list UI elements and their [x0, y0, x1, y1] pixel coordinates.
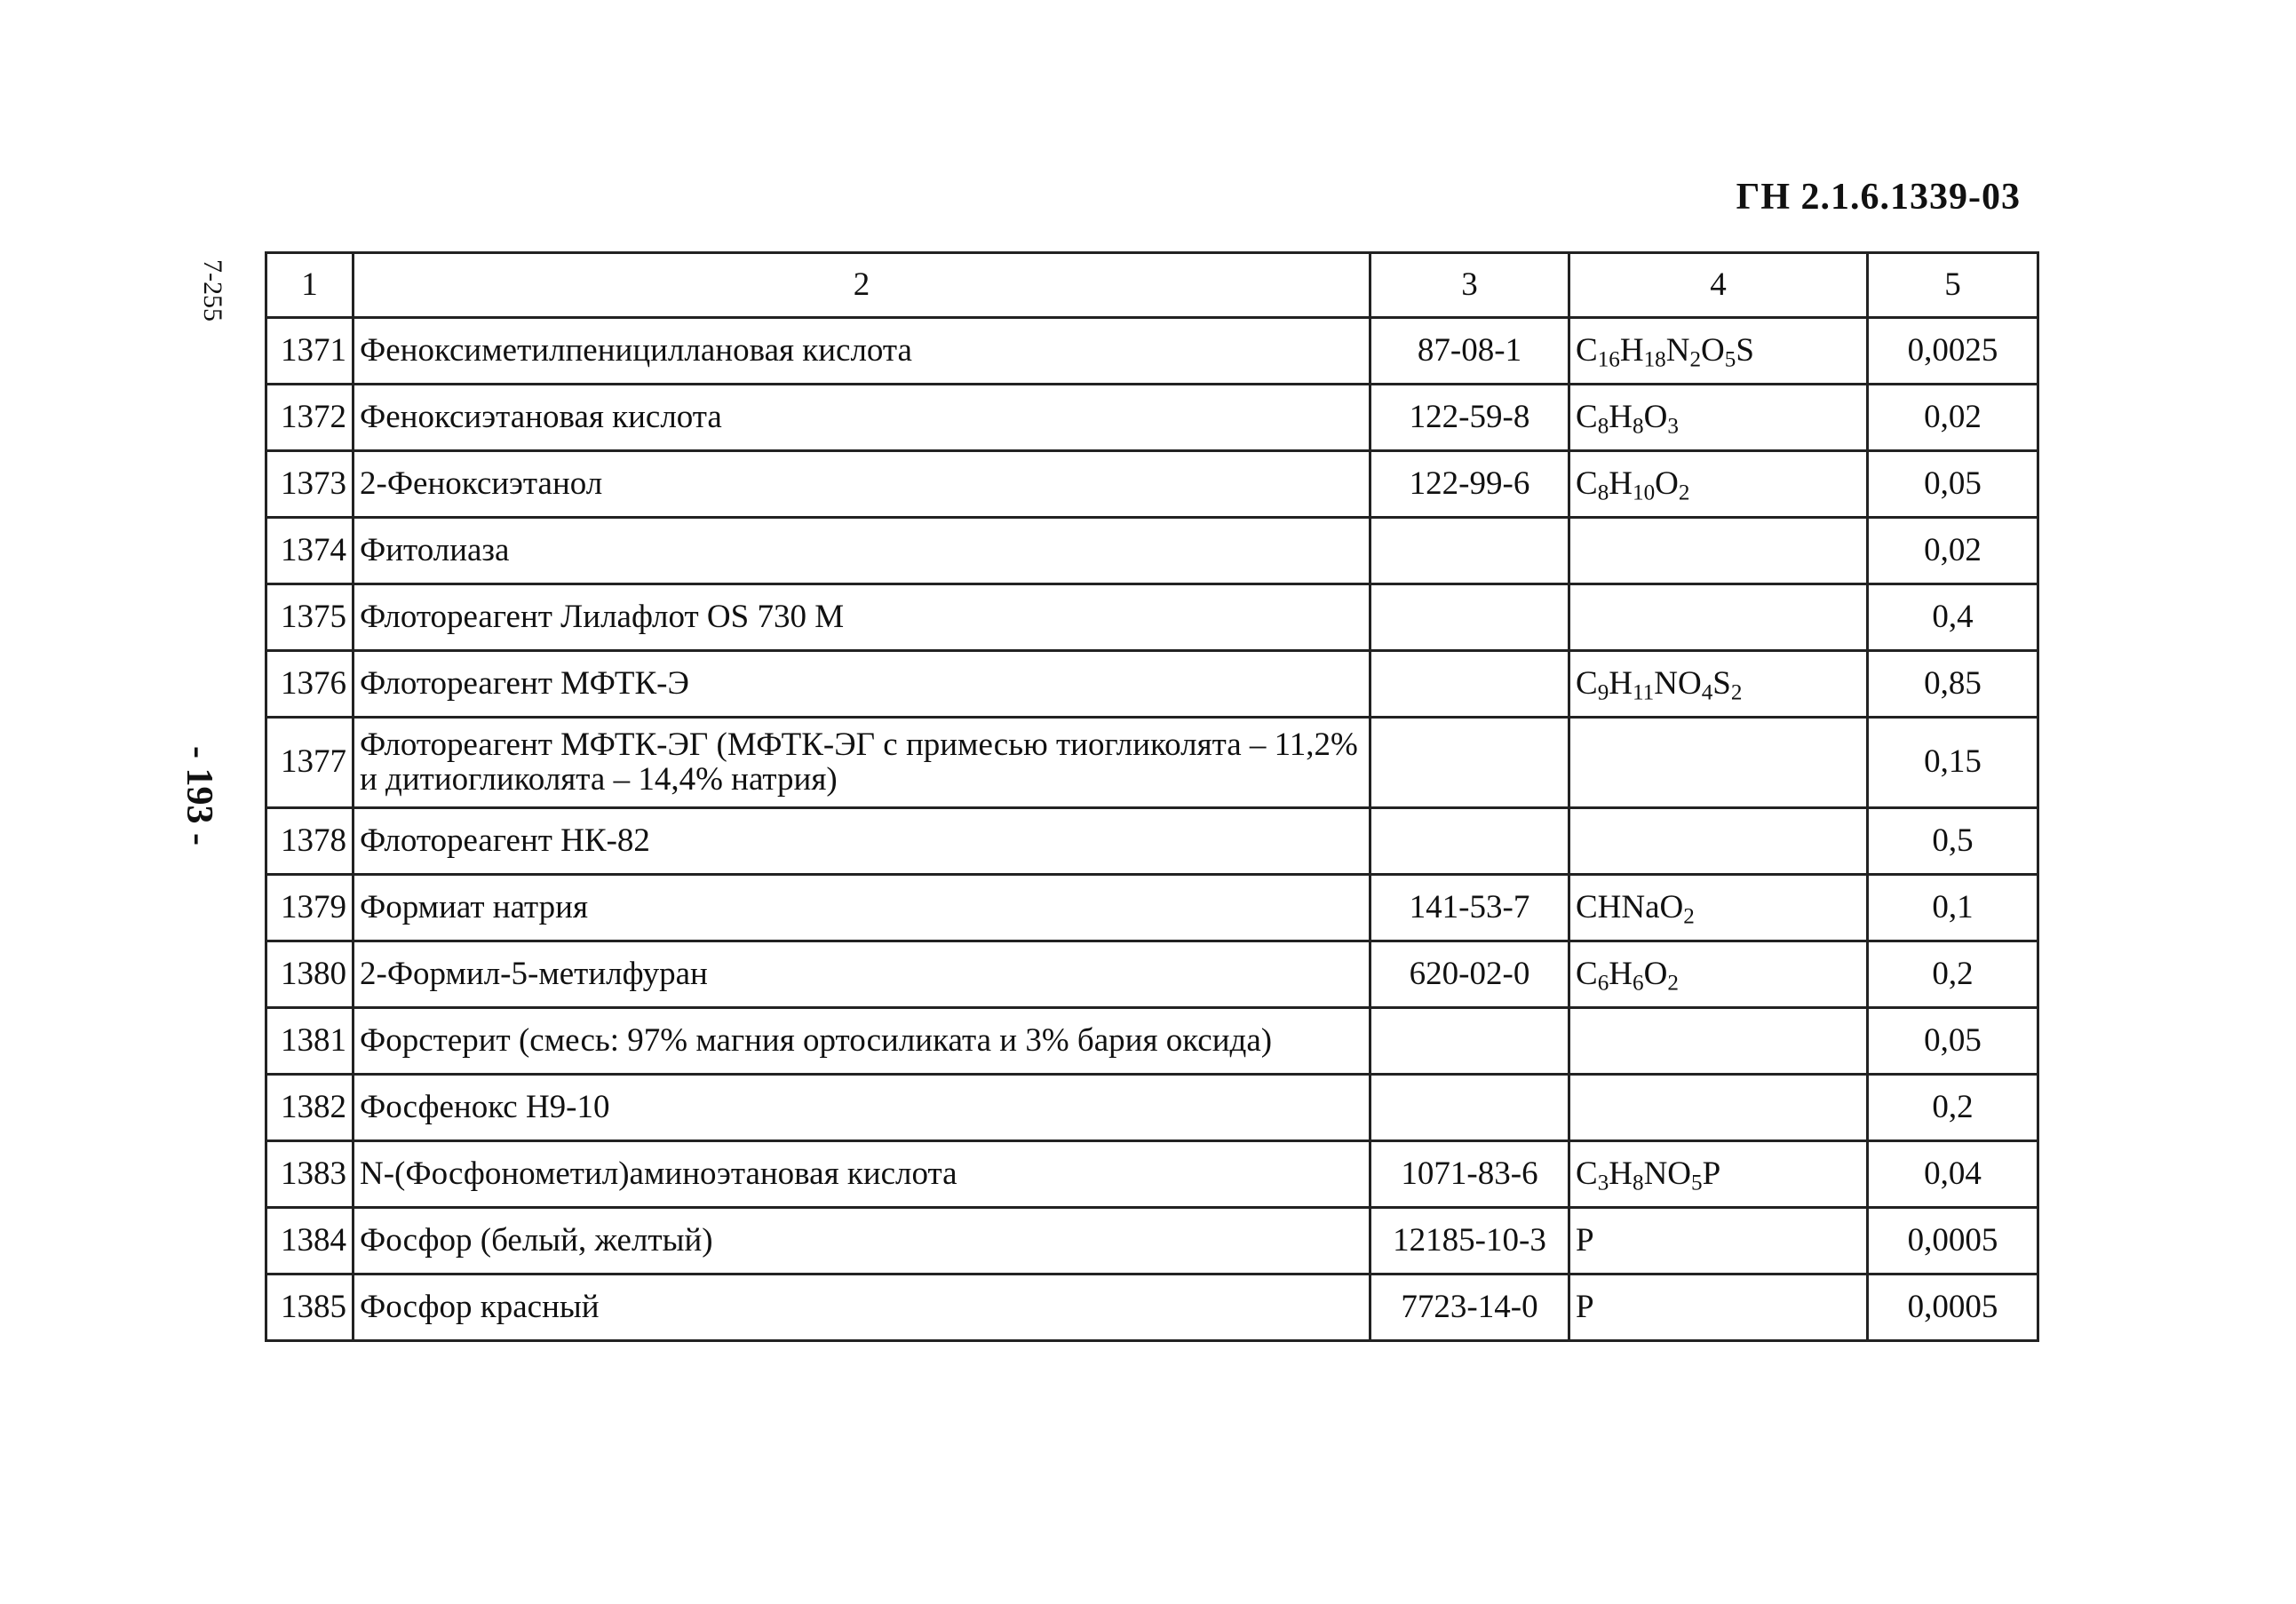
substance-name: Флотореагент НК-82	[354, 808, 1370, 875]
substance-name: Флотореагент МФТК-Э	[354, 651, 1370, 718]
cas-number: 87-08-1	[1370, 318, 1569, 385]
row-number: 1372	[266, 385, 354, 451]
chemical-formula: $C_8H_8O_3$	[1569, 385, 1868, 451]
column-header-5: 5	[1868, 253, 2038, 318]
limit-value: 0,04	[1868, 1141, 2038, 1208]
table-row	[266, 584, 2038, 651]
chemical-formula: $C_3H_8NO_5P$	[1569, 1141, 1868, 1208]
cas-number: 7723-14-0	[1370, 1274, 1569, 1341]
side-note: 7-255	[198, 259, 227, 322]
substance-name: 2-Феноксиэтанол	[354, 451, 1370, 518]
table-row	[266, 651, 2038, 718]
row-number: 1373	[266, 451, 354, 518]
table-row	[266, 1075, 2038, 1141]
limit-value: 0,0005	[1868, 1208, 2038, 1274]
substance-name: Фосфор (белый, желтый)	[354, 1208, 1370, 1274]
cas-number	[1370, 808, 1569, 875]
column-header-3: 3	[1370, 253, 1569, 318]
row-number: 1374	[266, 518, 354, 584]
row-number: 1379	[266, 875, 354, 941]
row-number: 1375	[266, 584, 354, 651]
row-number: 1385	[266, 1274, 354, 1341]
substance-name: Фитолиаза	[354, 518, 1370, 584]
page-number: - 193 -	[179, 746, 219, 846]
limit-value: 0,4	[1868, 584, 2038, 651]
table-row	[266, 385, 2038, 451]
substance-name: Фосфор красный	[354, 1274, 1370, 1341]
limit-value: 0,0025	[1868, 318, 2038, 385]
cas-number	[1370, 1075, 1569, 1141]
cas-number: 12185-10-3	[1370, 1208, 1569, 1274]
table-header-row	[266, 253, 2038, 318]
cas-number	[1370, 718, 1569, 808]
chemical-formula	[1569, 1075, 1868, 1141]
row-number: 1380	[266, 941, 354, 1008]
chemical-formula	[1569, 1008, 1868, 1075]
cas-number: 122-99-6	[1370, 451, 1569, 518]
substance-name: Формиат натрия	[354, 875, 1370, 941]
limit-value: 0,1	[1868, 875, 2038, 941]
document-code: ГН 2.1.6.1339-03	[1736, 177, 2021, 218]
limit-value: 0,05	[1868, 1008, 2038, 1075]
table-row	[266, 318, 2038, 385]
chemical-formula	[1569, 518, 1868, 584]
cas-number: 620-02-0	[1370, 941, 1569, 1008]
cas-number: 1071-83-6	[1370, 1141, 1569, 1208]
substance-name: Форстерит (смесь: 97% магния ортосиликата и 3% бария оксида)	[354, 1008, 1370, 1075]
row-number: 1384	[266, 1208, 354, 1274]
cas-number	[1370, 584, 1569, 651]
substance-name: Флотореагент Лилафлот OS 730 М	[354, 584, 1370, 651]
table-row	[266, 1208, 2038, 1274]
cas-number	[1370, 518, 1569, 584]
chemical-formula: CHNaO$_2$	[1569, 875, 1868, 941]
table-row	[266, 518, 2038, 584]
limit-value: 0,2	[1868, 1075, 2038, 1141]
limit-value: 0,85	[1868, 651, 2038, 718]
row-number: 1377	[266, 718, 354, 808]
chemical-formula	[1569, 718, 1868, 808]
cas-number: 122-59-8	[1370, 385, 1569, 451]
row-number: 1376	[266, 651, 354, 718]
chemical-formula: $C_8H_{10}O_2$	[1569, 451, 1868, 518]
limit-value: 0,5	[1868, 808, 2038, 875]
table-row	[266, 451, 2038, 518]
limit-value: 0,02	[1868, 385, 2038, 451]
chemical-formula	[1569, 584, 1868, 651]
row-number: 1381	[266, 1008, 354, 1075]
table-row	[266, 1141, 2038, 1208]
row-number: 1383	[266, 1141, 354, 1208]
chemical-formula: $C_{16}H_{18}N_2O_5S$	[1569, 318, 1868, 385]
limit-value: 0,05	[1868, 451, 2038, 518]
limit-value: 0,2	[1868, 941, 2038, 1008]
substances-table	[265, 251, 2039, 1342]
substance-name: Феноксиметилпенициллановая кислота	[354, 318, 1370, 385]
limit-value: 0,02	[1868, 518, 2038, 584]
table-row	[266, 875, 2038, 941]
row-number: 1371	[266, 318, 354, 385]
cas-number: 141-53-7	[1370, 875, 1569, 941]
table-row	[266, 1008, 2038, 1075]
table-row	[266, 1274, 2038, 1341]
limit-value: 0,0005	[1868, 1274, 2038, 1341]
table-row	[266, 808, 2038, 875]
limit-value: 0,15	[1868, 718, 2038, 808]
chemical-formula: P	[1569, 1274, 1868, 1341]
substance-name: 2-Формил-5-метилфуран	[354, 941, 1370, 1008]
row-number: 1382	[266, 1075, 354, 1141]
column-header-4: 4	[1569, 253, 1868, 318]
table-row	[266, 718, 2038, 808]
row-number: 1378	[266, 808, 354, 875]
substance-name: Флотореагент МФТК-ЭГ (МФТК-ЭГ с примесью тиогликолята – 11,2% и дитиогликолята – 14,4% натрия)	[354, 718, 1370, 808]
cas-number	[1370, 1008, 1569, 1075]
chemical-formula: $C_9H_{11}NO_4S_2$	[1569, 651, 1868, 718]
substance-name: Феноксиэтановая кислота	[354, 385, 1370, 451]
column-header-2: 2	[354, 253, 1370, 318]
substance-name: Фосфенокс Н9-10	[354, 1075, 1370, 1141]
substance-name: N-(Фосфонометил)аминоэтановая кислота	[354, 1141, 1370, 1208]
cas-number	[1370, 651, 1569, 718]
chemical-formula: $C_6H_6O_2$	[1569, 941, 1868, 1008]
table-body	[266, 253, 2038, 1341]
chemical-formula: P	[1569, 1208, 1868, 1274]
chemical-formula	[1569, 808, 1868, 875]
column-header-1: 1	[266, 253, 354, 318]
table-row	[266, 941, 2038, 1008]
